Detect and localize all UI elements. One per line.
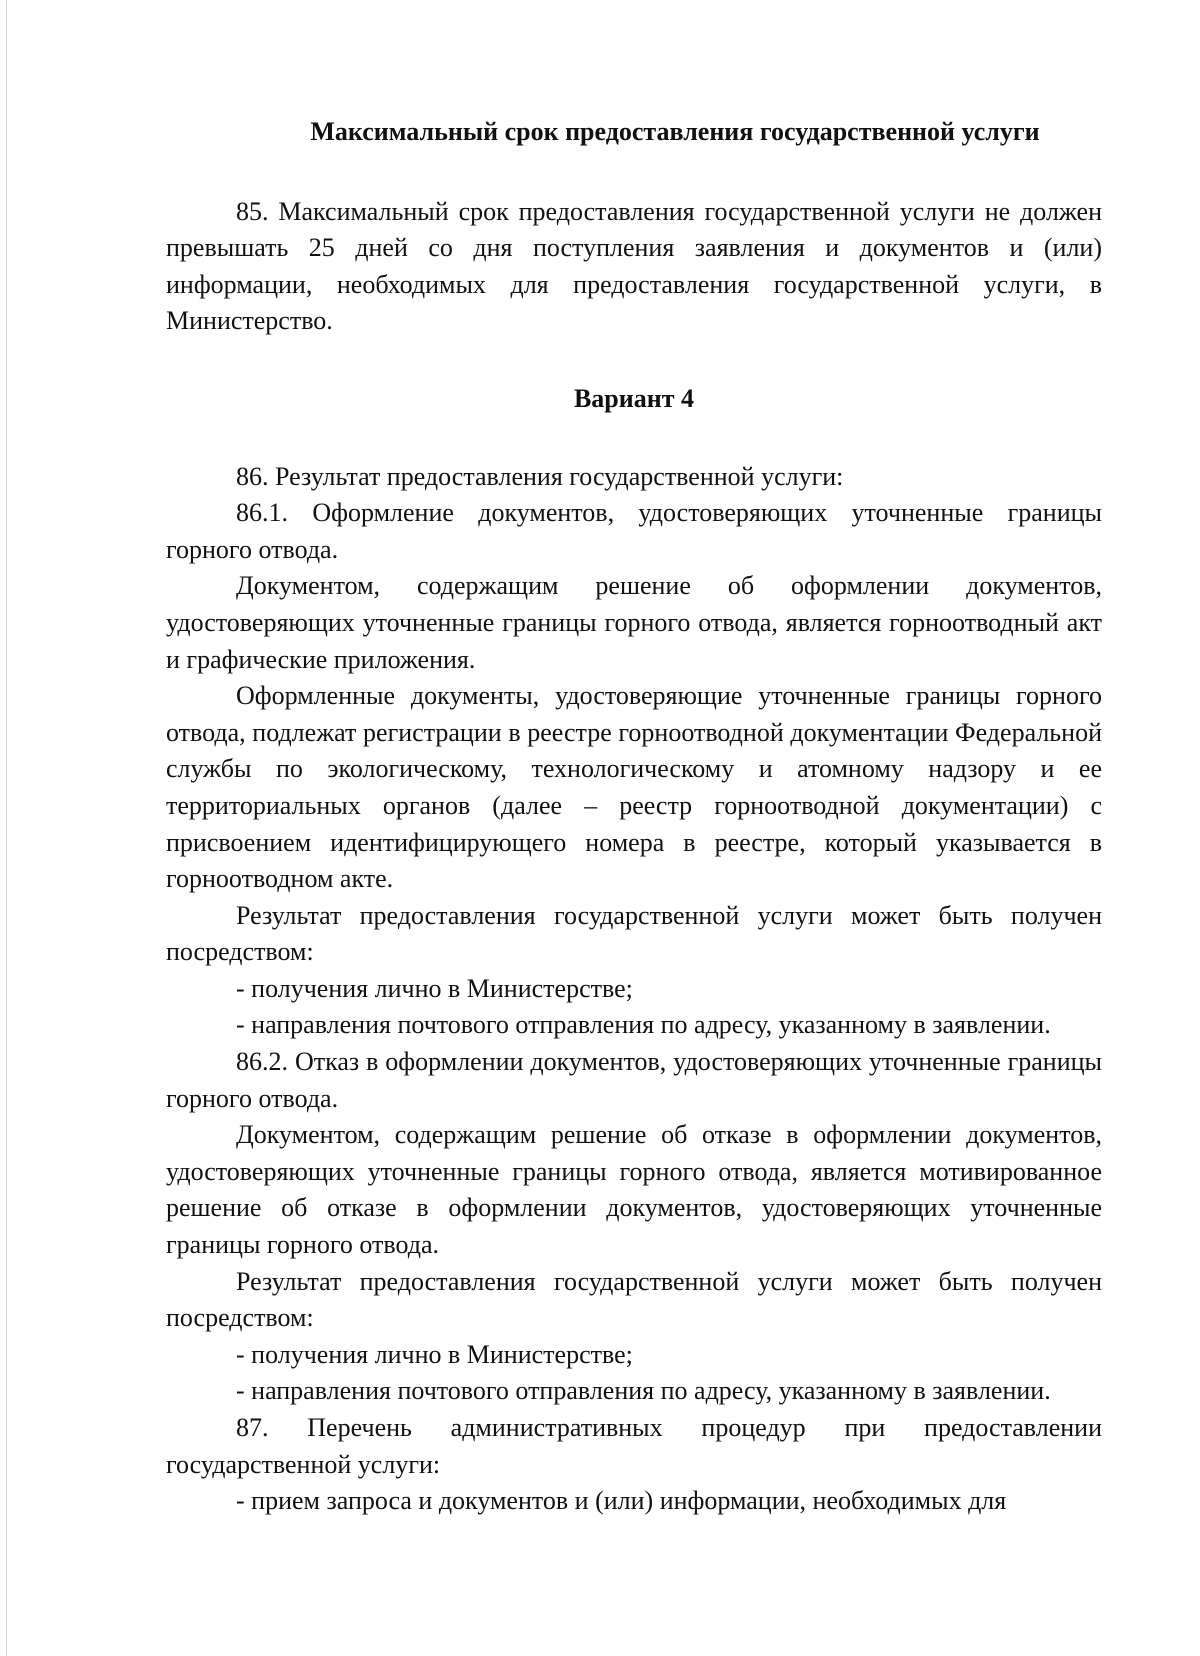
paragraph-86-1-document: Документом, содержащим решение об оформлении документов, удостоверяющих уточненные границы горного отвода, является горноотводный акт и графические приложения. — [166, 571, 1102, 674]
section-heading-variant-4: Вариант 4 — [573, 383, 695, 413]
document-body — [166, 114, 1102, 1520]
list-item-86-1-in-person: - получения лично в Министерстве; — [236, 973, 633, 1003]
paragraph-87: 87. Перечень административных процедур при предоставлении государственной услуги: — [166, 1413, 1102, 1479]
paragraph-86-2-document: Документом, содержащим решение об отказе в оформлении документов, удостоверяющих уточненные границы горного отвода, является мотивированное решение об отказе в оформлении документов, удостоверяющих уточненные границы горного отвода. — [166, 1120, 1102, 1260]
paragraph-86-1-result: Результат предоставления государственной услуги может быть получен посредством: — [166, 900, 1102, 967]
paragraph-86-2-result: Результат предоставления государственной услуги может быть получен посредством: — [166, 1266, 1102, 1333]
paragraph-86-1-registration: Оформленные документы, удостоверяющие уточненные границы горного отвода, подлежат регистрации в реестре горноотводной документации Федеральной службы по экологическому, технологическому и атомному надзору и ее территориальных органов (далее – реестр горноотводной документации) с присвоением идентифицирующего номера в реестре, который указывается в горноотводном акте. — [166, 681, 1102, 894]
paragraph-86-2: 86.2. Отказ в оформлении документов, удостоверяющих уточненные границы горного отвода. — [166, 1047, 1102, 1113]
paragraph-85: 85. Максимальный срок предоставления государственной услуги не должен превышать 25 дней со дня поступления заявления и документов и (или) информации, необходимых для предоставления государственной услуги, в Министерство. — [166, 196, 1102, 336]
scan-edge-line — [6, 0, 7, 1656]
paragraph-86: 86. Результат предоставления государственной услуги: — [236, 461, 844, 491]
paragraph-86-1: 86.1. Оформление документов, удостоверяющих уточненные границы горного отвода. — [166, 498, 1102, 564]
list-item-86-2-by-mail: - направления почтового отправления по адресу, указанному в заявлении. — [236, 1376, 1051, 1406]
list-item-86-2-in-person: - получения лично в Министерстве; — [236, 1339, 633, 1369]
list-item-87-request-intake: - прием запроса и документов и (или) информации, необходимых для — [236, 1486, 1007, 1516]
list-item-86-1-by-mail: - направления почтового отправления по адресу, указанному в заявлении. — [236, 1010, 1051, 1040]
section-heading-max-term: Максимальный срок предоставления государственной услуги — [310, 117, 1040, 146]
